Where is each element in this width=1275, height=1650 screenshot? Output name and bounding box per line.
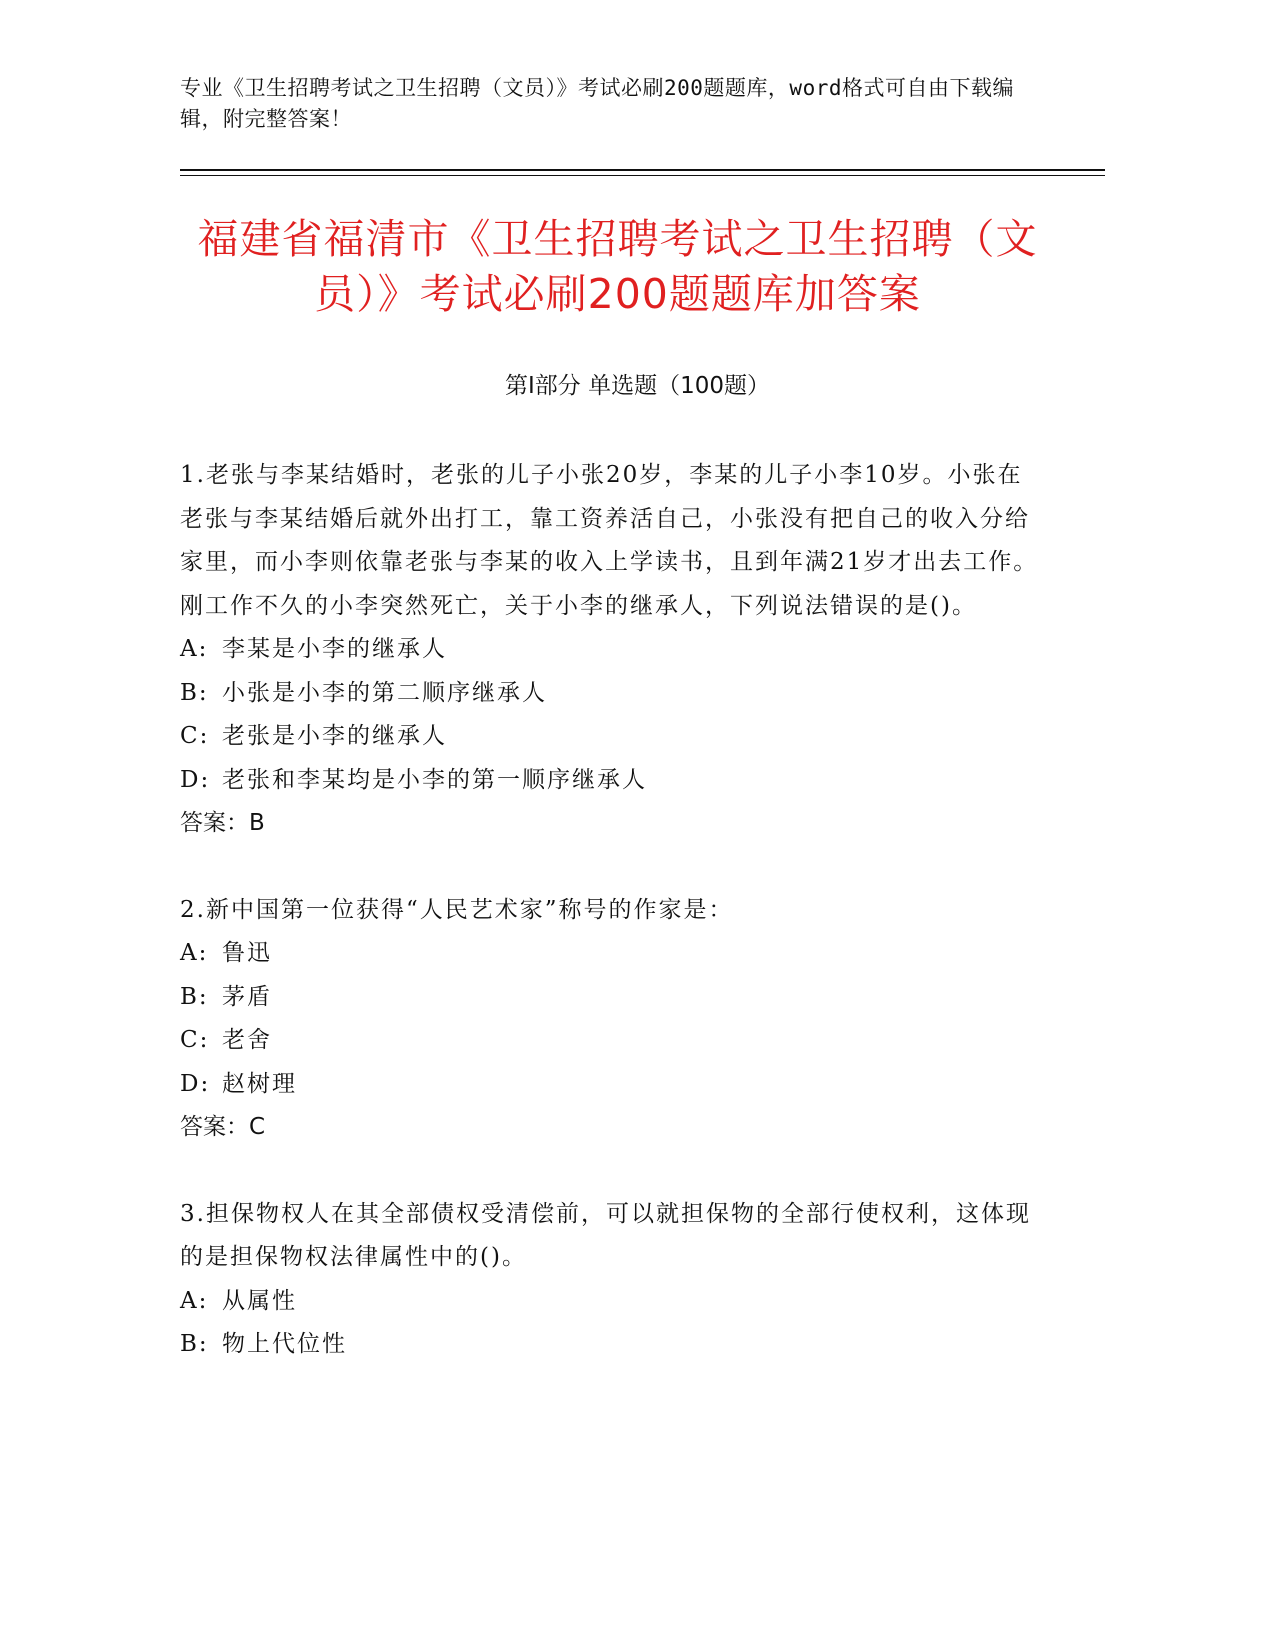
document-title: 福建省福清市《卫生招聘考试之卫生招聘（文员）》考试必刷200题题库加答案 (197, 215, 1038, 318)
option-d (180, 759, 1040, 803)
option-a (180, 932, 1040, 976)
question-stem: 3.担保物权人在其全部债权受清偿前，可以就担保物的全部行使权利，这体现的是担保物权法律属性中的()。 (180, 1200, 1031, 1270)
option-key: A: (180, 940, 209, 966)
question-3 (180, 1193, 1040, 1367)
option-key: B: (180, 679, 209, 706)
option-text: 小张是小李的第二顺序继承人 (222, 679, 547, 706)
section-title: 第I部分 单选题（100题） (505, 373, 770, 399)
question-2 (180, 889, 1040, 1150)
option-key: B: (180, 1331, 209, 1357)
header-divider-thin (180, 175, 1105, 176)
option-key: C: (180, 1027, 210, 1053)
option-text: 物上代位性 (222, 1331, 347, 1357)
answer: 答案：C (180, 1114, 266, 1140)
header-divider-thick (180, 169, 1105, 171)
option-text: 从属性 (222, 1287, 297, 1314)
option-c (180, 1019, 1040, 1063)
question-stem: 1.老张与李某结婚时，老张的儿子小张20岁，李某的儿子小李10岁。小张在老张与李某结婚后就外出打工，靠工资养活自己，小张没有把自己的收入分给家里，而小李则依靠老张与李某的收入上学读书，且到年满21岁才出去工作。刚工作不久的小李突然死亡，关于小李的继承人，下列说法错误的是()。 (180, 462, 1039, 619)
header-note: 专业《卫生招聘考试之卫生招聘（文员）》考试必刷200题题库，word格式可自由下载编辑，附完整答案！ (180, 76, 1014, 131)
option-b (180, 672, 1040, 716)
option-text: 老张和李某均是小李的第一顺序继承人 (222, 766, 647, 793)
option-text: 李某是小李的继承人 (222, 636, 447, 662)
option-text: 老张是小李的继承人 (222, 723, 447, 749)
option-key: A: (180, 636, 209, 662)
option-key: A: (180, 1287, 209, 1314)
answer: 答案：B (180, 810, 265, 836)
question-list (180, 454, 1040, 1410)
option-text: 老舍 (222, 1027, 272, 1053)
option-key: D: (180, 1070, 211, 1097)
option-a (180, 1280, 1040, 1324)
option-b (180, 976, 1040, 1020)
option-text: 茅盾 (222, 983, 272, 1010)
option-key: C: (180, 723, 210, 749)
option-c (180, 715, 1040, 759)
option-text: 赵树理 (222, 1070, 297, 1097)
option-b (180, 1323, 1040, 1367)
option-key: D: (180, 766, 211, 793)
option-a (180, 628, 1040, 672)
option-text: 鲁迅 (222, 940, 272, 966)
question-1 (180, 454, 1040, 846)
option-key: B: (180, 983, 209, 1010)
option-d (180, 1063, 1040, 1107)
question-stem: 2.新中国第一位获得“人民艺术家”称号的作家是： (180, 896, 734, 923)
